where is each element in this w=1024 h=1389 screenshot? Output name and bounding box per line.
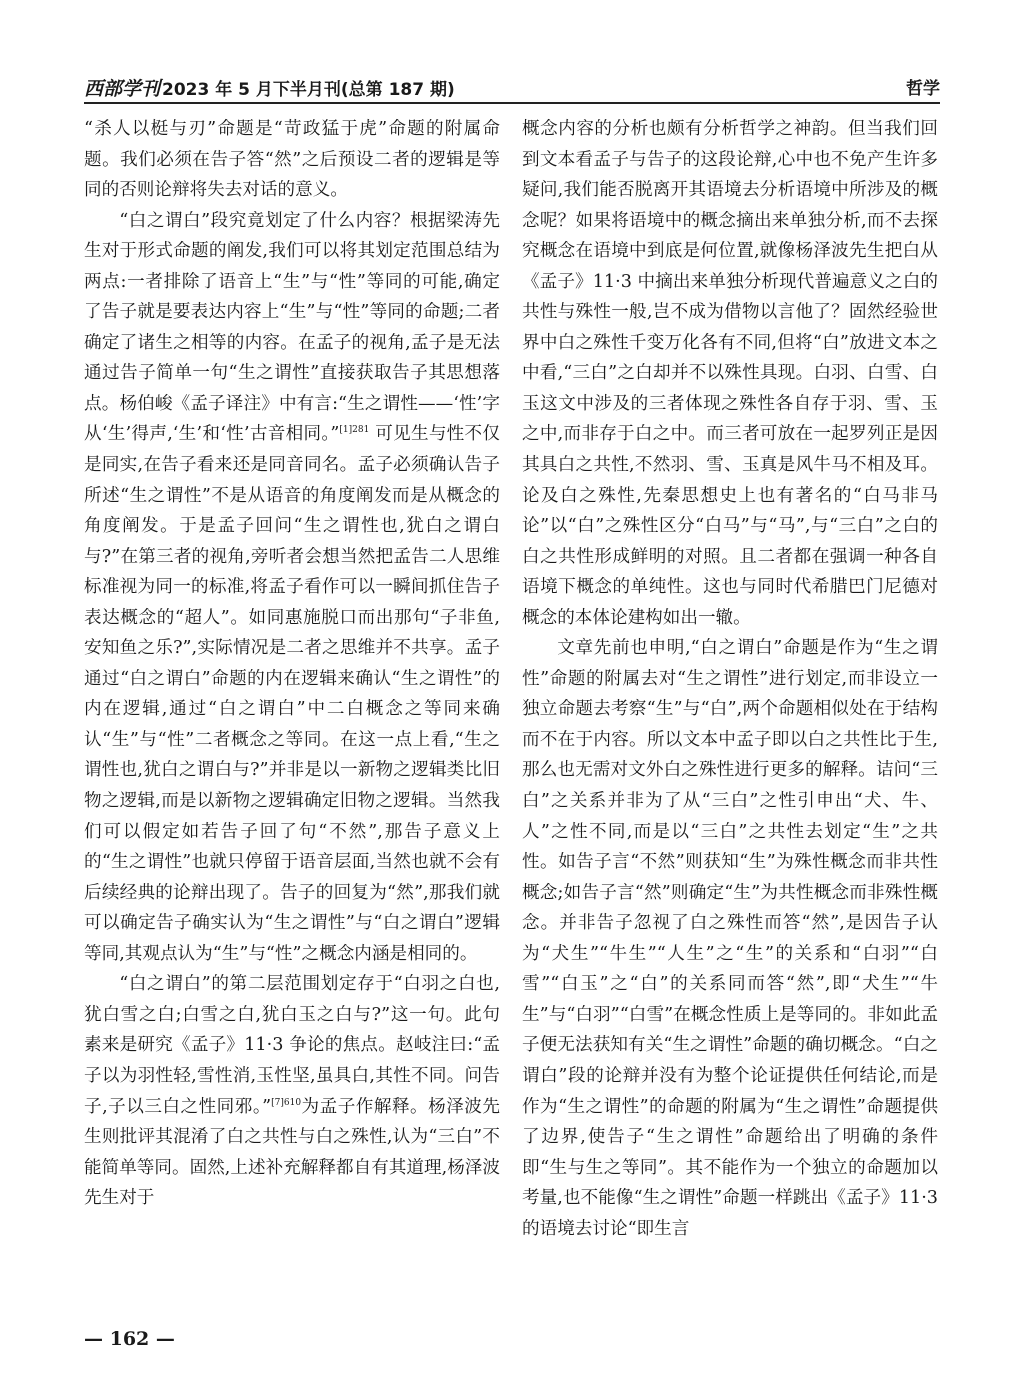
citation: [7]610	[271, 1097, 302, 1108]
journal-issue-line	[84, 74, 455, 101]
left-column	[84, 114, 500, 1324]
paragraph: 文章先前也申明,“白之谓白”命题是作为“生之谓性”命题的附属去对“生之谓性”进行划定,而非设立一独立命题去考察“生”与“白”,两个命题相似处在于结构而不在于内容。所以文本中孟子即以白之共性比于生,那么也无需对文外白之殊性进行更多的解释。诘问“三白”之关系并非为了从“三白”之性引申出“犬、牛、人”之性不同,而是以“三白”之共性去划定“生”之共性。如告子言“不然”则获知“生”为殊性概念而非共性概念;如告子言“然”则确定“生”为共性概念而非殊性概念。并非告子忽视了白之殊性而答“然”,是因告子认为“犬生”“牛生”“人生”之“生”的关系和“白羽”“白雪”“白玉”之“白”的关系同而答“然”,即“犬生”“牛生”与“白羽”“白雪”在概念性质上是等同的。非如此孟子便无法获知有关“生之谓性”命题的确切概念。“白之谓白”段的论辩并没有为整个论证提供任何结论,而是作为“生之谓性”的命题的附属为“生之谓性”命题提供了边界,使告子“生之谓性”命题给出了明确的条件即“生与生之等同”。其不能作为一个独立的命题加以考量,也不能像“生之谓性”命题一样跳出《孟子》11·3 的语境去讨论“即生言	[522, 638, 938, 1239]
running-header	[84, 70, 940, 102]
section-label: 哲学	[906, 79, 940, 99]
issue-info: 2023 年 5 月下半月刊(总第 187 期)	[162, 80, 455, 100]
journal-logo: 西部学刊	[84, 78, 161, 100]
paragraph: 概念内容的分析也颇有分析哲学之神韵。但当我们回到文本看孟子与告子的这段论辩,心中也不免产生许多疑问,我们能否脱离开其语境去分析语境中所涉及的概念呢？如果将语境中的概念摘出来单独分析,而不去探究概念在语境中到底是何位置,就像杨泽波先生把白从《孟子》11·3 中摘出来单独分析现代普遍意义之白的共性与殊性一般,岂不成为借物以言他了？固然经验世界中白之殊性千变万化各有不同,但将“白”放进文本之中看,“三白”之白却并不以殊性具现。白羽、白雪、白玉这文中涉及的三者体现之殊性各自存于羽、雪、玉之中,而非存于白之中。而三者可放在一起罗列正是因其具白之共性,不然羽、雪、玉真是风牛马不相及耳。论及白之殊性,先秦思想史上也有著名的“白马非马论”以“白”之殊性区分“白马”与“马”,与“三白”之白的白之共性形成鲜明的对照。且二者都在强调一种各自语境下概念的单纯性。这也与同时代希腊巴门尼德对概念的本体论建构如出一辙。	[522, 119, 938, 628]
paragraph: “杀人以梃与刃”命题是“苛政猛于虎”命题的附属命题。我们必须在告子答“然”之后预设二者的逻辑是等同的否则论辩将失去对话的意义。	[84, 119, 500, 201]
page-number: — 162 —	[84, 1328, 175, 1350]
header-rule	[84, 102, 940, 104]
paragraph: “白之谓白”的第二层范围划定存于“白羽之白也,犹白雪之白;白雪之白,犹白玉之白与?”这一句。此句素来是研究《孟子》11·3 争论的焦点。赵岐注曰:“孟子以为羽性轻,雪性消,玉性坚,虽具白,其性不同。问告子,子以三白之性同邪。”$^{[7]610}$为孟子作解释。杨泽波先生则批评其混淆了白之共性与白之殊性,认为“三白”不能简单等同。固然,上述补充解释都自有其道理,杨泽波先生对于	[84, 974, 500, 1209]
paragraph: “白之谓白”段究竟划定了什么内容？根据梁涛先生对于形式命题的阐发,我们可以将其划定范围总结为两点:一者排除了语音上“生”与“性”等同的可能,确定了告子就是要表达内容上“生”与“性”等同的命题;二者确定了诸生之相等的内容。在孟子的视角,孟子是无法通过告子简单一句“生之谓性”直接获取告子其思想落点。杨伯峻《孟子译注》中有言:“生之谓性——‘性’字从‘生’得声,‘生’和‘性’古音相同。”$^{[1]281}$ 可见生与性不仅是同实,在告子看来还是同音同名。孟子必须确认告子所述“生之谓性”不是从语音的角度阐发而是从概念的角度阐发。于是孟子回问“生之谓性也,犹白之谓白与?”在第三者的视角,旁听者会想当然把孟告二人思维标准视为同一的标准,将孟子看作可以一瞬间抓住告子表达概念的“超人”。如同惠施脱口而出那句“子非鱼,安知鱼之乐?”,实际情况是二者之思维并不共享。孟子通过“白之谓白”命题的内在逻辑来确认“生之谓性”的内在逻辑,通过“白之谓白”中二白概念之等同来确认“生”与“性”二者概念之等同。在这一点上看,“生之谓性也,犹白之谓白与?”并非是以一新物之逻辑类比旧物之逻辑,而是以新物之逻辑确定旧物之逻辑。当然我们可以假定如若告子回了句“不然”,那告子意义上的“生之谓性”也就只停留于语音层面,当然也就不会有后续经典的论辩出现了。告子的回复为“然”,那我们就可以确定告子确实认为“生之谓性”与“白之谓白”逻辑等同,其观点认为“生”与“性”之概念内涵是相同的。	[84, 210, 500, 964]
right-column	[522, 114, 938, 1324]
citation: [1]281	[339, 425, 370, 436]
